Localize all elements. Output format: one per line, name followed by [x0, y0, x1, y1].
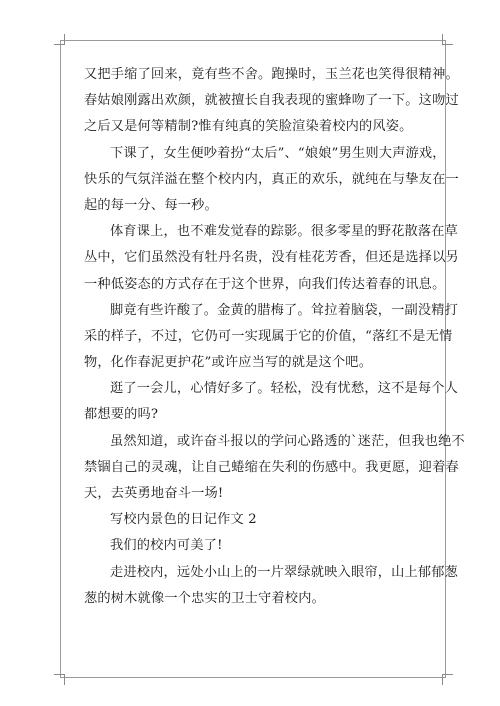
text-line: 一种低姿态的方式存在于这个世界，向我们传达着春的讯息。: [84, 276, 446, 292]
text-line: 葱的树木就像一个忠实的卫士守着校内。: [84, 590, 325, 606]
text-line: 天，去英勇地奋斗一场!: [84, 486, 224, 501]
document-body: [84, 62, 465, 612]
crop-mark-bottom-right: [442, 674, 453, 685]
text-line: 春姑娘刚露出欢颜，就被擅长自我表现的蜜蜂吻了一下。这吻过: [84, 93, 459, 109]
text-line: 又把手缩了回来，竟有些不舍。跑操时，玉兰花也笑得很精神。: [84, 67, 459, 82]
crop-mark-top-right: [442, 34, 453, 45]
crop-mark-bottom-left: [54, 674, 65, 685]
text-line: 走进校内，远处小山上的一片翠绿就映入眼帘，山上郁郁葱: [110, 564, 459, 580]
text-line: 起的每一分、每一秒。: [84, 197, 218, 213]
text-line: 快乐的气氛洋溢在整个校内内，真正的欢乐，就纯在与挚友在一: [84, 171, 459, 187]
text-line: 物，化作春泥更护花”或许应当写的就是这个吧。: [84, 355, 373, 371]
text-line: 逛了一会儿，心情好多了。轻松，没有忧愁，这不是每个人: [110, 381, 459, 397]
text-line: 丛中，它们虽然没有牡丹名贵，没有桂花芳香，但还是选择以另: [84, 250, 459, 266]
crop-mark-top-left: [54, 34, 65, 45]
text-line: 体育课上，也不难发觉春的踪影。很多零星的野花散落在草: [110, 224, 459, 240]
text-line: 都想要的吗?: [84, 407, 159, 423]
text-line: 脚竟有些许酸了。金黄的腊梅了。耸拉着脑袋，一副没精打: [110, 302, 459, 318]
text-line: 虽然知道，或许奋斗报以的学问心路透的`迷茫，但我也绝不: [110, 433, 465, 449]
text-line: 之后又是何等精制?惟有纯真的笑脸渲染着校内的风姿。: [84, 119, 413, 135]
section-heading: 写校内景色的日记作文 2: [110, 512, 257, 528]
text-line: 我们的校内可美了!: [110, 538, 223, 554]
text-line: 采的样子，不过，它仍可一实现属于它的价值，“落红不是无情: [84, 328, 453, 344]
text-line: 禁锢自己的灵魂，让自己蜷缩在失利的伤感中。我更愿，迎着春: [84, 459, 459, 475]
text-line: 下课了，女生便吵着扮“太后”、“娘娘”男生则大声游戏，: [110, 145, 446, 161]
